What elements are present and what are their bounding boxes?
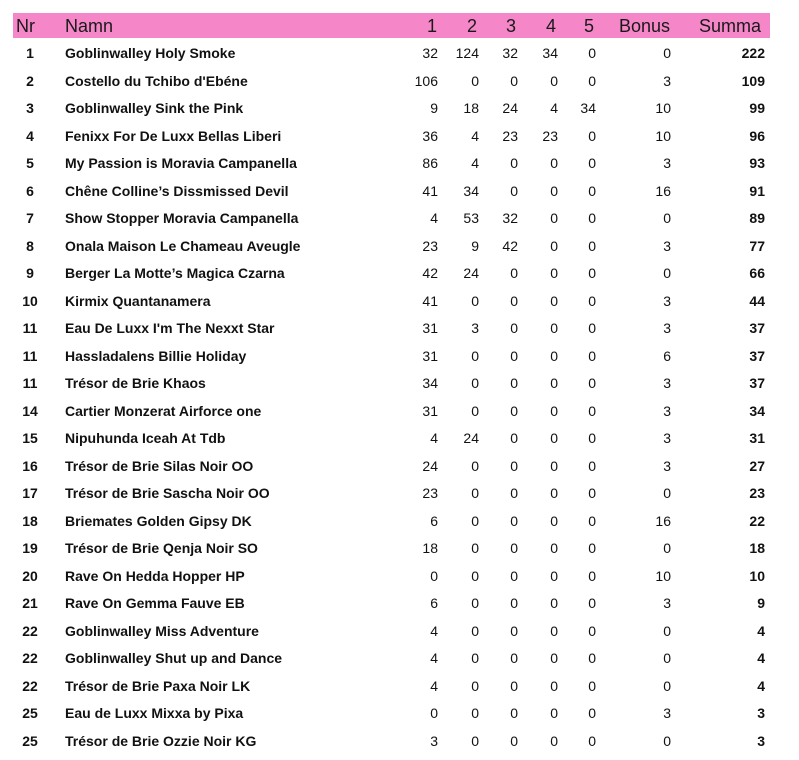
score-3-cell: 0 [510,622,518,639]
sum-cell: 37 [749,347,765,364]
table-row [13,480,770,506]
header-col-3: 3 [506,16,517,36]
bonus-cell: 0 [663,485,671,501]
score-5-cell: 0 [588,622,596,639]
sum-cell: 37 [749,375,765,391]
sum-cell: 89 [749,210,765,226]
score-2-cell: 3 [471,320,479,336]
name-cell: Trésor de Brie Qenja Noir SO [65,540,258,556]
bonus-cell: 3 [663,595,671,611]
score-2-cell: 18 [463,100,479,116]
header-col-2: 2 [467,16,478,36]
score-3-cell: 0 [510,155,518,171]
score-2-cell: 9 [471,237,479,254]
score-5-cell: 0 [588,430,596,446]
bonus-cell: 3 [663,72,671,89]
table-row [13,68,770,94]
score-2-cell: 34 [463,182,479,199]
score-3-cell: 23 [502,127,518,144]
bonus-cell: 10 [655,127,671,144]
rank-cell: 19 [22,540,38,556]
rank-cell: 15 [22,430,38,446]
bonus-cell: 0 [663,650,671,666]
bonus-cell: 3 [663,375,671,391]
score-2-cell: 4 [471,127,479,144]
bonus-cell: 0 [663,732,671,749]
score-4-cell: 0 [550,430,558,446]
score-4-cell: 0 [550,182,558,199]
bonus-cell: 3 [663,292,671,309]
score-2-cell: 0 [471,347,479,364]
score-4-cell: 0 [550,622,558,639]
score-4-cell: 0 [550,457,558,474]
score-1-cell: 31 [422,320,438,336]
bonus-cell: 10 [655,100,671,116]
score-2-cell: 0 [471,72,479,89]
score-5-cell: 0 [588,72,596,89]
rank-cell: 1 [26,45,34,61]
bonus-cell: 0 [663,265,671,281]
score-5-cell: 0 [588,457,596,474]
table-row [13,233,770,259]
rank-cell: 3 [26,100,34,116]
score-5-cell: 0 [588,512,596,529]
score-3-cell: 0 [510,72,518,89]
score-4-cell: 0 [550,705,558,721]
sum-cell: 44 [749,292,765,309]
score-2-cell: 0 [471,622,479,639]
table-row [13,425,770,451]
score-5-cell: 0 [588,540,596,556]
score-3-cell: 0 [510,402,518,419]
sum-cell: 91 [749,182,765,199]
score-1-cell: 6 [430,595,438,611]
score-5-cell: 0 [588,127,596,144]
table-row [13,453,770,479]
score-3-cell: 0 [510,457,518,474]
score-1-cell: 41 [422,182,438,199]
bonus-cell: 6 [663,347,671,364]
score-2-cell: 4 [471,155,479,171]
sum-cell: 31 [749,430,765,446]
score-3-cell: 0 [510,567,518,584]
score-5-cell: 0 [588,732,596,749]
score-2-cell: 0 [471,705,479,721]
score-1-cell: 31 [422,347,438,364]
rank-cell: 22 [22,650,38,666]
table-row [13,508,770,534]
sum-cell: 23 [749,485,765,501]
bonus-cell: 3 [663,237,671,254]
score-1-cell: 4 [430,650,438,666]
header-bonus: Bonus [619,16,671,36]
name-cell: Berger La Motte’s Magica Czarna [65,265,285,281]
table-row [13,205,770,231]
name-cell: Trésor de Brie Ozzie Noir KG [65,732,257,749]
score-1-cell: 86 [422,155,438,171]
table-row [13,590,770,616]
score-1-cell: 3 [430,732,438,749]
header-col-5: 5 [584,16,595,36]
rank-cell: 11 [22,320,38,336]
name-cell: Goblinwalley Holy Smoke [65,45,236,61]
rank-cell: 11 [22,347,38,364]
sum-cell: 3 [757,732,765,749]
name-cell: My Passion is Moravia Campanella [65,155,297,171]
rank-cell: 25 [22,732,38,749]
name-cell: Goblinwalley Miss Adventure [65,622,259,639]
rank-cell: 6 [26,182,34,199]
rank-cell: 22 [22,622,38,639]
bonus-cell: 3 [663,155,671,171]
name-cell: Trésor de Brie Silas Noir OO [65,457,254,474]
rank-cell: 17 [22,485,38,501]
score-2-cell: 0 [471,485,479,501]
name-cell: Trésor de Brie Sascha Noir OO [65,485,270,501]
name-cell: Fenixx For De Luxx Bellas Liberi [65,127,282,144]
score-4-cell: 23 [542,127,558,144]
score-4-cell: 0 [550,72,558,89]
score-1-cell: 34 [422,375,438,391]
table-row [13,95,770,121]
sum-cell: 99 [749,100,765,116]
sum-cell: 222 [741,45,765,61]
table-row [13,315,770,341]
score-3-cell: 32 [502,45,518,61]
score-2-cell: 0 [471,650,479,666]
score-2-cell: 0 [471,567,479,584]
score-5-cell: 0 [588,320,596,336]
rank-cell: 2 [26,72,34,89]
bonus-cell: 0 [663,540,671,556]
score-5-cell: 0 [588,567,596,584]
sum-cell: 18 [749,540,765,556]
score-1-cell: 4 [430,622,438,639]
score-1-cell: 4 [430,210,438,226]
score-4-cell: 0 [550,595,558,611]
rank-cell: 4 [26,127,34,144]
score-4-cell: 0 [550,402,558,419]
score-5-cell: 0 [588,182,596,199]
score-3-cell: 0 [510,677,518,694]
score-4-cell: 0 [550,650,558,666]
score-3-cell: 0 [510,540,518,556]
sum-cell: 10 [749,567,765,584]
name-cell: Chêne Colline’s Dissmissed Devil [65,182,289,199]
bonus-cell: 3 [663,430,671,446]
score-5-cell: 0 [588,292,596,309]
sum-cell: 96 [749,127,765,144]
table-row [13,535,770,561]
rank-cell: 10 [22,292,38,309]
score-5-cell: 0 [588,237,596,254]
score-3-cell: 0 [510,650,518,666]
score-4-cell: 0 [550,375,558,391]
name-cell: Eau De Luxx I'm The Nexxt Star [65,320,275,336]
table-row [13,700,770,726]
score-2-cell: 0 [471,677,479,694]
name-cell: Eau de Luxx Mixxa by Pixa [65,705,244,721]
score-5-cell: 0 [588,595,596,611]
score-4-cell: 0 [550,265,558,281]
sum-cell: 109 [741,72,765,89]
score-5-cell: 0 [588,650,596,666]
bonus-cell: 0 [663,677,671,694]
table-row [13,398,770,424]
rank-cell: 18 [22,512,38,529]
score-1-cell: 36 [422,127,438,144]
rank-cell: 22 [22,677,38,694]
name-cell: Rave On Hedda Hopper HP [65,567,245,584]
name-cell: Hassladalens Billie Holiday [65,347,247,364]
bonus-cell: 16 [655,182,671,199]
score-3-cell: 0 [510,347,518,364]
score-1-cell: 23 [422,237,438,254]
score-3-cell: 24 [502,100,518,116]
header-name: Namn [65,16,114,36]
score-1-cell: 24 [422,457,438,474]
score-5-cell: 0 [588,705,596,721]
name-cell: Goblinwalley Sink the Pink [65,100,244,116]
rank-cell: 11 [22,375,38,391]
name-cell: Cartier Monzerat Airforce one [65,402,262,419]
header-sum: Summa [699,16,762,36]
sum-cell: 27 [749,457,765,474]
bonus-cell: 3 [663,705,671,721]
score-3-cell: 0 [510,430,518,446]
score-1-cell: 42 [422,265,438,281]
score-4-cell: 0 [550,347,558,364]
rank-cell: 9 [26,265,34,281]
score-2-cell: 124 [455,45,479,61]
score-3-cell: 0 [510,512,518,529]
name-cell: Rave On Gemma Fauve EB [65,595,245,611]
bonus-cell: 10 [655,567,671,584]
header-col-4: 4 [546,16,557,36]
rank-cell: 25 [22,705,38,721]
name-cell: Nipuhunda Iceah At Tdb [65,430,226,446]
score-4-cell: 0 [550,512,558,529]
score-1-cell: 9 [430,100,438,116]
score-5-cell: 0 [588,265,596,281]
sum-cell: 3 [757,705,765,721]
bonus-cell: 0 [663,210,671,226]
score-4-cell: 0 [550,732,558,749]
sum-cell: 22 [749,512,765,529]
bonus-cell: 0 [663,622,671,639]
score-4-cell: 0 [550,155,558,171]
sum-cell: 4 [757,622,765,639]
score-2-cell: 0 [471,457,479,474]
score-1-cell: 41 [422,292,438,309]
score-3-cell: 42 [502,237,518,254]
rank-cell: 21 [22,595,38,611]
name-cell: Show Stopper Moravia Campanella [65,210,299,226]
score-4-cell: 0 [550,677,558,694]
score-2-cell: 0 [471,375,479,391]
name-cell: Kirmix Quantanamera [65,292,211,309]
score-5-cell: 0 [588,347,596,364]
score-4-cell: 0 [550,485,558,501]
score-3-cell: 0 [510,292,518,309]
score-1-cell: 106 [414,72,438,89]
name-cell: Trésor de Brie Paxa Noir LK [65,677,251,694]
table-row [13,645,770,671]
table-row [13,618,770,644]
sum-cell: 9 [757,595,765,611]
score-3-cell: 0 [510,182,518,199]
table-row [13,178,770,204]
score-2-cell: 24 [463,265,479,281]
score-3-cell: 0 [510,375,518,391]
table-row [13,563,770,589]
sum-cell: 34 [749,402,765,419]
score-4-cell: 0 [550,320,558,336]
score-3-cell: 0 [510,595,518,611]
score-3-cell: 0 [510,320,518,336]
table-row [13,343,770,369]
table-row [13,673,770,699]
score-5-cell: 0 [588,677,596,694]
table-row [13,150,770,176]
table-row [13,728,770,754]
name-cell: Costello du Tchibo d'Ebéne [65,72,248,89]
header-nr: Nr [16,16,35,36]
score-1-cell: 0 [430,705,438,721]
score-1-cell: 0 [430,567,438,584]
score-1-cell: 23 [422,485,438,501]
score-2-cell: 0 [471,402,479,419]
table-row [13,370,770,396]
score-3-cell: 0 [510,732,518,749]
score-5-cell: 0 [588,45,596,61]
table-row [13,288,770,314]
score-4-cell: 0 [550,210,558,226]
score-1-cell: 4 [430,677,438,694]
sum-cell: 37 [749,320,765,336]
score-4-cell: 0 [550,237,558,254]
score-5-cell: 34 [580,100,596,116]
score-4-cell: 34 [542,45,558,61]
score-2-cell: 0 [471,292,479,309]
name-cell: Onala Maison Le Chameau Aveugle [65,237,301,254]
score-2-cell: 0 [471,512,479,529]
score-3-cell: 32 [502,210,518,226]
score-4-cell: 0 [550,292,558,309]
header-col-1: 1 [427,16,438,36]
score-2-cell: 24 [463,430,479,446]
name-cell: Goblinwalley Shut up and Dance [65,650,283,666]
name-cell: Trésor de Brie Khaos [65,375,206,391]
rank-cell: 20 [22,567,38,584]
score-5-cell: 0 [588,210,596,226]
sum-cell: 4 [757,677,765,694]
sum-cell: 66 [749,265,765,281]
score-1-cell: 4 [430,430,438,446]
bonus-cell: 0 [663,45,671,61]
bonus-cell: 3 [663,320,671,336]
bonus-cell: 3 [663,402,671,419]
table-row [13,40,770,66]
score-5-cell: 0 [588,155,596,171]
score-3-cell: 0 [510,485,518,501]
sum-cell: 77 [749,237,765,254]
score-2-cell: 53 [463,210,479,226]
bonus-cell: 16 [655,512,671,529]
rank-cell: 5 [26,155,34,171]
rank-cell: 8 [26,237,34,254]
bonus-cell: 3 [663,457,671,474]
score-2-cell: 0 [471,732,479,749]
rank-cell: 16 [22,457,38,474]
score-5-cell: 0 [588,485,596,501]
table-row [13,123,770,149]
sum-cell: 93 [749,155,765,171]
score-3-cell: 0 [510,705,518,721]
score-1-cell: 18 [422,540,438,556]
score-1-cell: 6 [430,512,438,529]
score-4-cell: 0 [550,540,558,556]
name-cell: Briemates Golden Gipsy DK [65,512,252,529]
table-header [13,13,770,38]
rank-cell: 7 [26,210,34,226]
rank-cell: 14 [22,402,38,419]
score-2-cell: 0 [471,540,479,556]
score-4-cell: 0 [550,567,558,584]
sum-cell: 4 [757,650,765,666]
score-5-cell: 0 [588,402,596,419]
score-1-cell: 32 [422,45,438,61]
score-2-cell: 0 [471,595,479,611]
score-3-cell: 0 [510,265,518,281]
score-4-cell: 4 [550,100,558,116]
score-5-cell: 0 [588,375,596,391]
table-row [13,260,770,286]
score-1-cell: 31 [422,402,438,419]
